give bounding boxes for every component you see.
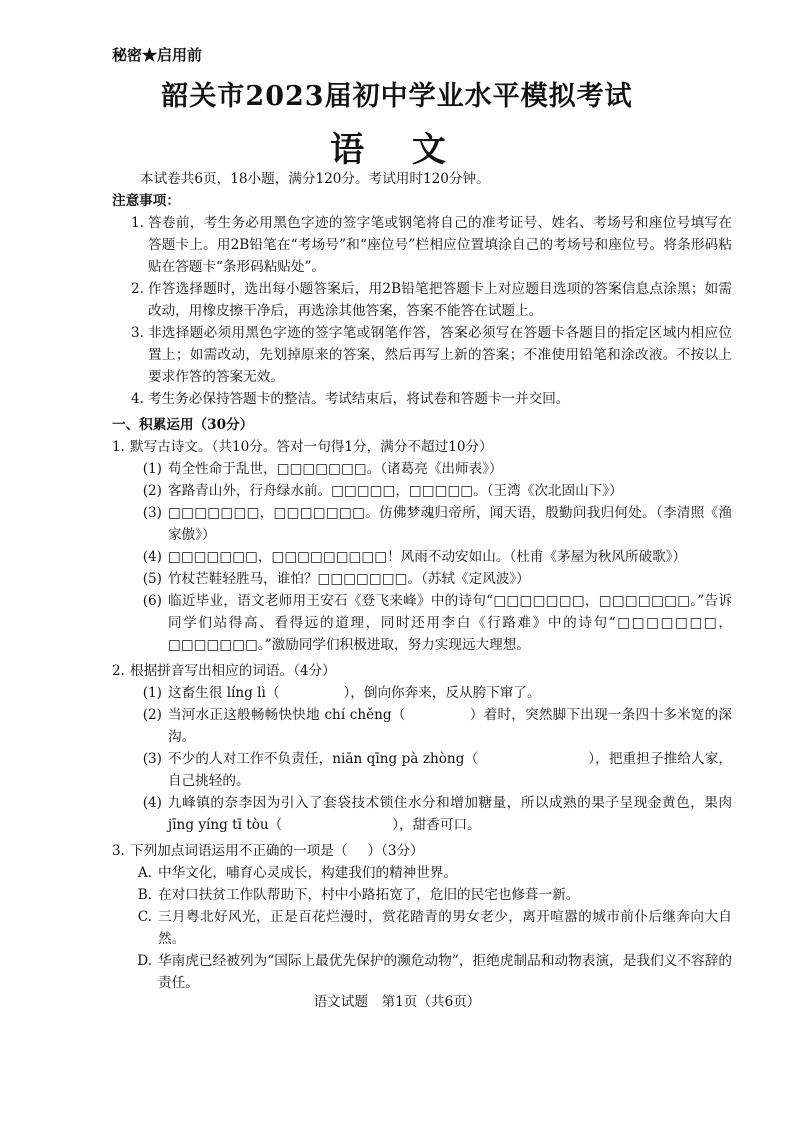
sub-question-text: 临近毕业，语文老师用王安石《登飞来峰》中的诗句“□□□□□□□，□□□□□□□。”告诉同学们站得高、看得远的道理，同时还用李白《行路难》中的诗句“□□□□□□□，□□□□□□□。”激励同学们积极进取，努力实现远大理想。 [168, 593, 732, 653]
question-number: 3. [112, 843, 125, 859]
question-stem: 根据拼音写出相应的词语。（4分） [130, 663, 336, 679]
sub-question-text [168, 748, 732, 792]
question-2 [112, 660, 732, 682]
sentence-rest: ），甜香可口。 [392, 817, 481, 833]
exam-intro: 本试卷共6页，18小题，满分120分。考试用时120分钟。 [140, 171, 490, 187]
note-item [112, 322, 732, 388]
pinyin-prompt: 九峰镇的奈李因为引入了套袋技术锁住水分和增加糖量，所以成熟的果子呈现金黄色，果肉 jīng yíng tī tòu（ [168, 795, 732, 833]
stem-part: ）（3分） [367, 843, 424, 859]
confidential-label: 秘密★启用前 [112, 46, 203, 64]
question-number: 1. [112, 439, 125, 455]
exam-content [112, 168, 732, 994]
option-text: 中华文化，哺育心灵成长，构建我们的精神世界。 [158, 865, 458, 881]
pinyin-prompt: 当河水正这般畅畅快快地 chí chěng（ [168, 707, 406, 723]
sub-question [112, 480, 732, 502]
sub-question-number: (5) [142, 571, 162, 587]
question-stem: 默写古诗文。（共10分。答对一句得1分，满分不超过10分） [130, 439, 493, 455]
question-number: 2. [112, 663, 125, 679]
sub-question [112, 682, 732, 704]
sub-question [112, 568, 732, 590]
sub-question-number: (1) [142, 461, 162, 477]
sub-question-text [168, 704, 732, 748]
note-number: 3. [131, 325, 144, 341]
note-number: 1. [131, 215, 144, 231]
question-3 [112, 840, 732, 862]
note-text: 答卷前，考生务必用黑色字迹的签字笔或钢笔将自己的准考证号、姓名、考场号和座位号填写在答题卡上。用2B铅笔在“考场号”和“座位号”栏相应位置填涂自己的考场号和座位号。将条形码粘贴在答题卡“条形码粘贴处”。 [148, 215, 732, 275]
pinyin-prompt: 这畜生很 líng lì（ [168, 685, 280, 701]
subject-title: 语 文 [330, 130, 464, 170]
sentence-rest: ），倒向你奔来，反从胯下窜了。 [343, 685, 541, 701]
sub-question [112, 458, 732, 480]
exam-title: 韶关市2023届初中学业水平模拟考试 [161, 81, 633, 112]
question-1 [112, 436, 732, 458]
note-text: 非选择题必须用黑色字迹的签字笔或钢笔作答，答案必须写在答题卡各题目的指定区域内相应位置上；如需改动，先划掉原来的答案，然后再写上新的答案；不准使用铅笔和涂改液。不按以上要求作答的答案无效。 [148, 325, 732, 385]
sub-question [112, 748, 732, 792]
sub-question-number: (2) [142, 483, 162, 499]
sub-question-number: (4) [142, 549, 162, 565]
sub-question-text [168, 792, 732, 836]
option-text: 华南虎已经被列为“国际上最优先保护的濒危动物”，拒绝虎制品和动物表演，是我们义不容辞的责任。 [158, 953, 732, 991]
sub-question-text: 竹杖芒鞋轻胜马，谁怕？□□□□□□□。（苏轼《定风波》） [168, 571, 530, 587]
sub-question [112, 502, 732, 546]
note-item [112, 212, 732, 278]
pinyin-prompt: 不少的人对工作不负责任，niān qīng pà zhòng（ [168, 751, 479, 767]
option-item [112, 950, 732, 994]
sub-question [112, 792, 732, 836]
option-item [112, 906, 732, 950]
option-text: 三月粤北好风光，正是百花烂漫时，赏花踏青的男女老少，离开喧嚣的城市前仆后继奔向大自然。 [158, 909, 732, 947]
note-text: 考生务必保持答题卡的整洁。考试结束后，将试卷和答题卡一并交回。 [148, 391, 570, 407]
option-letter: B. [137, 887, 152, 903]
sentence-rest: ）着时，突然脚下出现一条四十多米宽的深沟。 [168, 707, 733, 745]
sub-question [112, 590, 732, 656]
note-number: 2. [131, 281, 144, 297]
sub-question-text: □□□□□□□，□□□□□□□。仿佛梦魂归帝所，闻天语，殷勤问我归何处。（李清照《渔家傲》） [168, 505, 732, 543]
note-number: 4. [131, 391, 144, 407]
sub-question-text: 苟全性命于乱世，□□□□□□□。（诸葛亮《出师表》） [168, 461, 503, 477]
stem-part: 下列加点词语运用不正确的一项是（ [130, 843, 348, 859]
option-letter: D. [137, 953, 152, 969]
sub-question-number: (6) [142, 593, 162, 609]
sentence-rest: ），把重担子推给人家，自己挑轻的。 [168, 751, 732, 789]
sub-question-number: (2) [142, 707, 162, 723]
sub-question-text: □□□□□□□，□□□□□□□□□！风雨不动安如山。（杜甫《茅屋为秋风所破歌》） [168, 549, 687, 565]
question-stem [130, 840, 732, 862]
option-item [112, 862, 732, 884]
sub-question [112, 546, 732, 568]
option-item [112, 884, 732, 906]
note-item [112, 278, 732, 322]
sub-question-number: (4) [142, 795, 162, 811]
option-letter: A. [137, 865, 152, 881]
note-text: 作答选择题时，选出每小题答案后，用2B铅笔把答题卡上对应题目选项的答案信息点涂黑；如需改动，用橡皮擦干净后，再选涂其他答案，答案不能答在试题上。 [148, 281, 732, 319]
sub-question [112, 704, 732, 748]
section-heading: 一、积累运用（30分） [112, 417, 254, 433]
note-item [112, 388, 732, 410]
option-letter: C. [137, 909, 152, 925]
sub-question-text: 客路青山外，行舟绿水前。□□□□□，□□□□□。（王湾《次北固山下》） [168, 483, 623, 499]
sub-question-number: (3) [142, 505, 162, 521]
sub-question-number: (3) [142, 751, 162, 767]
notes-heading: 注意事项： [112, 193, 180, 209]
sub-question-text [168, 682, 732, 704]
option-text: 在对口扶贫工作队帮助下，村中小路拓宽了，危旧的民宅也修葺一新。 [158, 887, 580, 903]
page-footer: 语文试题 第1页（共6页） [313, 994, 481, 1010]
sub-question-number: (1) [142, 685, 162, 701]
